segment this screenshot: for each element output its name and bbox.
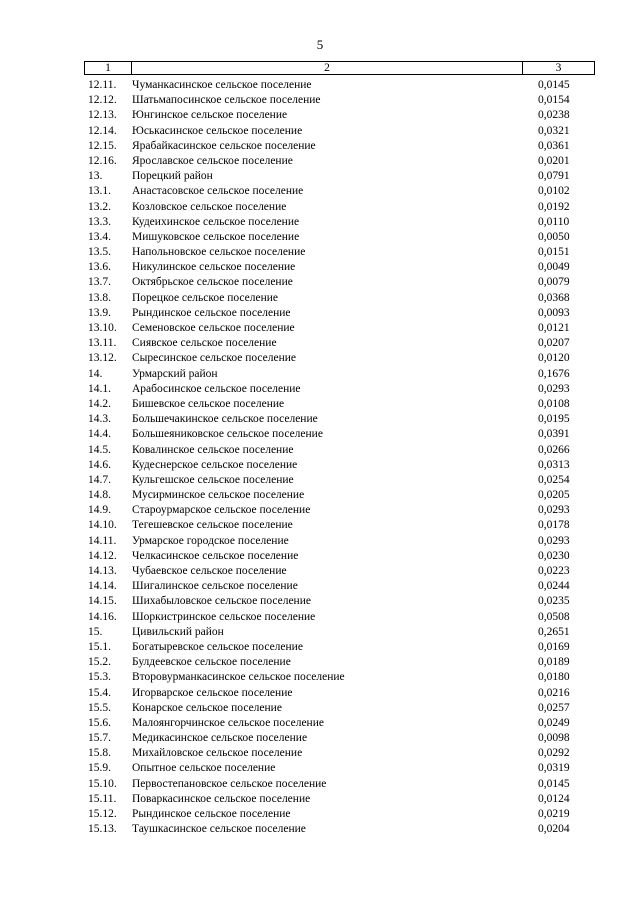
row-number: 14.16. bbox=[88, 610, 117, 623]
row-value: 0,0508 bbox=[538, 610, 570, 623]
row-value: 0,2651 bbox=[538, 625, 570, 638]
row-name: Арабосинское сельское поселение bbox=[132, 382, 301, 395]
row-value: 0,0178 bbox=[538, 519, 570, 532]
row-number: 14. bbox=[88, 367, 103, 380]
table-row bbox=[84, 549, 595, 564]
row-name: Мишуковское сельское поселение bbox=[132, 230, 300, 243]
row-name: Поваркасинское сельское поселение bbox=[132, 792, 311, 805]
row-number: 14.5. bbox=[88, 443, 111, 456]
table-row bbox=[84, 215, 595, 230]
row-number: 15.8. bbox=[88, 747, 111, 760]
row-name: Второвурманкасинское сельское поселение bbox=[132, 671, 345, 684]
row-number: 14.14. bbox=[88, 580, 117, 593]
header-col-1: 1 bbox=[85, 62, 132, 74]
row-name: Кудеснерское сельское поселение bbox=[132, 458, 298, 471]
row-value: 0,0195 bbox=[538, 413, 570, 426]
row-number: 13.2. bbox=[88, 200, 111, 213]
row-number: 14.1. bbox=[88, 382, 111, 395]
table-row bbox=[84, 245, 595, 260]
row-name: Порецкий район bbox=[132, 170, 213, 183]
row-name: Чуманкасинское сельское поселение bbox=[132, 79, 312, 91]
row-value: 0,0368 bbox=[538, 291, 570, 304]
row-number: 12.15. bbox=[88, 139, 117, 152]
table-row bbox=[84, 321, 595, 336]
row-value: 0,0093 bbox=[538, 306, 570, 319]
row-number: 14.15. bbox=[88, 595, 117, 608]
table-row bbox=[84, 761, 595, 776]
row-number: 12.16. bbox=[88, 154, 117, 167]
row-number: 15.12. bbox=[88, 808, 117, 820]
row-name: Булдеевское сельское поселение bbox=[132, 656, 291, 669]
table-row bbox=[84, 93, 595, 108]
row-value: 0,0102 bbox=[538, 185, 570, 198]
row-value: 0,0207 bbox=[538, 337, 570, 350]
row-name: Урмарский район bbox=[132, 367, 218, 380]
row-value: 0,1676 bbox=[538, 367, 570, 380]
row-value: 0,0050 bbox=[538, 230, 570, 243]
row-name: Богатыревское сельское поселение bbox=[132, 640, 303, 653]
row-value: 0,0238 bbox=[538, 109, 570, 122]
row-name: Большеяниковское сельское поселение bbox=[132, 428, 323, 441]
row-value: 0,0216 bbox=[538, 686, 570, 699]
table-row bbox=[84, 139, 595, 154]
row-number: 14.8. bbox=[88, 489, 111, 502]
row-name: Шатьмапосинское сельское поселение bbox=[132, 94, 321, 107]
row-name: Тегешевское сельское поселение bbox=[132, 519, 293, 532]
table-row bbox=[84, 701, 595, 716]
table-row bbox=[84, 124, 595, 139]
page-number: 5 bbox=[316, 37, 324, 52]
table-row bbox=[84, 564, 595, 579]
row-name: Медикасинское сельское поселение bbox=[132, 732, 308, 745]
table-row bbox=[84, 397, 595, 412]
table-row bbox=[84, 473, 595, 488]
table-row bbox=[84, 807, 595, 822]
row-value: 0,0189 bbox=[538, 656, 570, 669]
row-number: 12.12. bbox=[88, 94, 117, 107]
row-value: 0,0391 bbox=[538, 428, 570, 441]
table-row bbox=[84, 367, 595, 382]
row-name: Мусирминское сельское поселение bbox=[132, 489, 305, 502]
table-row bbox=[84, 306, 595, 321]
table-row bbox=[84, 655, 595, 670]
row-name: Первостепановское сельское поселение bbox=[132, 777, 327, 790]
row-name: Анастасовское сельское поселение bbox=[132, 185, 304, 198]
table-row bbox=[84, 108, 595, 123]
row-name: Рындинское сельское поселение bbox=[132, 808, 291, 820]
table-row bbox=[84, 686, 595, 701]
table-row bbox=[84, 230, 595, 245]
table-row bbox=[84, 822, 595, 837]
row-value: 0,0151 bbox=[538, 246, 570, 259]
row-number: 12.11. bbox=[88, 79, 117, 91]
table-row bbox=[84, 200, 595, 215]
row-number: 12.13. bbox=[88, 109, 117, 122]
row-value: 0,0201 bbox=[538, 154, 570, 167]
row-value: 0,0293 bbox=[538, 504, 570, 517]
row-name: Кульгешское сельское поселение bbox=[132, 473, 294, 486]
row-number: 15.1. bbox=[88, 640, 111, 653]
row-number: 13.9. bbox=[88, 306, 111, 319]
row-number: 14.7. bbox=[88, 473, 111, 486]
row-name: Чубаевское сельское поселение bbox=[132, 565, 287, 577]
row-name: Семеновское сельское поселение bbox=[132, 322, 295, 334]
row-name: Староурмарское сельское поселение bbox=[132, 504, 311, 517]
table-row bbox=[84, 518, 595, 533]
row-value: 0,0361 bbox=[538, 139, 570, 152]
row-number: 15. bbox=[88, 625, 103, 638]
table-row bbox=[84, 260, 595, 275]
row-name: Никулинское сельское поселение bbox=[132, 261, 296, 274]
row-name: Шигалинское сельское поселение bbox=[132, 580, 298, 593]
table-header bbox=[84, 61, 595, 75]
table-row bbox=[84, 169, 595, 184]
row-number: 14.10. bbox=[88, 519, 117, 532]
row-number: 14.4. bbox=[88, 428, 111, 441]
table-row bbox=[84, 777, 595, 792]
row-name: Опытное сельское поселение bbox=[132, 762, 276, 775]
table-row bbox=[84, 291, 595, 306]
row-name: Юнгинское сельское поселение bbox=[132, 109, 288, 122]
table-row bbox=[84, 534, 595, 549]
row-number: 14.3. bbox=[88, 413, 111, 426]
row-number: 13.11. bbox=[88, 337, 117, 350]
table-row bbox=[84, 488, 595, 503]
table-row bbox=[84, 427, 595, 442]
row-number: 13.1. bbox=[88, 185, 111, 198]
row-number: 12.14. bbox=[88, 124, 117, 137]
row-value: 0,0266 bbox=[538, 443, 570, 456]
row-number: 13.8. bbox=[88, 291, 111, 304]
row-value: 0,0205 bbox=[538, 489, 570, 502]
row-value: 0,0120 bbox=[538, 352, 570, 365]
row-name: Шихабыловское сельское поселение bbox=[132, 595, 311, 608]
row-value: 0,0249 bbox=[538, 716, 570, 729]
row-number: 15.10. bbox=[88, 777, 117, 790]
row-value: 0,0180 bbox=[538, 671, 570, 684]
row-value: 0,0079 bbox=[538, 276, 570, 289]
row-number: 13.10. bbox=[88, 322, 117, 334]
row-number: 13.3. bbox=[88, 215, 111, 228]
row-name: Челкасинское сельское поселение bbox=[132, 549, 299, 562]
row-value: 0,0321 bbox=[538, 124, 570, 137]
row-value: 0,0244 bbox=[538, 580, 570, 593]
row-value: 0,0230 bbox=[538, 549, 570, 562]
row-number: 14.12. bbox=[88, 549, 117, 562]
row-value: 0,0235 bbox=[538, 595, 570, 608]
row-name: Урмарское городское поселение bbox=[132, 534, 289, 547]
row-name: Рындинское сельское поселение bbox=[132, 306, 291, 319]
header-col-3: 3 bbox=[555, 62, 562, 74]
row-number: 14.6. bbox=[88, 458, 111, 471]
table-row bbox=[84, 670, 595, 685]
row-value: 0,0313 bbox=[538, 458, 570, 471]
row-name: Порецкое сельское поселение bbox=[132, 291, 279, 304]
table-row bbox=[84, 412, 595, 427]
row-value: 0,0254 bbox=[538, 473, 570, 486]
table-row bbox=[84, 640, 595, 655]
row-number: 14.2. bbox=[88, 397, 111, 410]
row-value: 0,0293 bbox=[538, 534, 570, 547]
header-col-2: 2 bbox=[132, 62, 523, 74]
row-number: 14.11. bbox=[88, 534, 117, 547]
row-value: 0,0154 bbox=[538, 94, 570, 107]
row-value: 0,0293 bbox=[538, 382, 570, 395]
row-number: 14.13. bbox=[88, 565, 117, 577]
row-value: 0,0292 bbox=[538, 747, 570, 760]
row-name: Ярославское сельское поселение bbox=[132, 154, 293, 167]
row-value: 0,0204 bbox=[538, 823, 570, 836]
table-row bbox=[84, 503, 595, 518]
row-name: Козловское сельское поселение bbox=[132, 200, 287, 213]
table-row bbox=[84, 336, 595, 351]
row-name: Октябрьское сельское поселение bbox=[132, 276, 293, 289]
row-name: Сыресинское сельское поселение bbox=[132, 352, 297, 365]
row-name: Конарское сельское поселение bbox=[132, 701, 282, 714]
row-value: 0,0223 bbox=[538, 565, 570, 577]
row-value: 0,0791 bbox=[538, 170, 570, 183]
row-name: Ковалинское сельское поселение bbox=[132, 443, 294, 456]
row-number: 13.6. bbox=[88, 261, 111, 274]
row-number: 15.11. bbox=[88, 792, 117, 805]
row-value: 0,0121 bbox=[538, 322, 570, 334]
row-value: 0,0110 bbox=[538, 215, 570, 228]
row-value: 0,0257 bbox=[538, 701, 570, 714]
row-number: 15.6. bbox=[88, 716, 111, 729]
row-name: Юськасинское сельское поселение bbox=[132, 124, 303, 137]
table-row bbox=[84, 382, 595, 397]
row-number: 13.4. bbox=[88, 230, 111, 243]
row-name: Кудеихинское сельское поселение bbox=[132, 215, 300, 228]
table-row bbox=[84, 792, 595, 807]
table-row bbox=[84, 458, 595, 473]
row-name: Бишевское сельское поселение bbox=[132, 397, 285, 410]
row-number: 13.12. bbox=[88, 352, 117, 365]
row-name: Шоркистринское сельское поселение bbox=[132, 610, 316, 623]
row-name: Сиявское сельское поселение bbox=[132, 337, 277, 350]
table-row bbox=[84, 78, 595, 93]
table-row bbox=[84, 731, 595, 746]
row-name: Напольновское сельское поселение bbox=[132, 246, 306, 259]
row-number: 15.4. bbox=[88, 686, 111, 699]
row-number: 15.7. bbox=[88, 732, 111, 745]
row-value: 0,0049 bbox=[538, 261, 570, 274]
row-name: Таушкасинское сельское поселение bbox=[132, 823, 306, 836]
row-number: 15.9. bbox=[88, 762, 111, 775]
table-row bbox=[84, 184, 595, 199]
row-number: 15.5. bbox=[88, 701, 111, 714]
table-row bbox=[84, 594, 595, 609]
row-name: Большечакинское сельское поселение bbox=[132, 413, 318, 426]
row-name: Ярабайкасинское сельское поселение bbox=[132, 139, 316, 152]
row-name: Михайловское сельское поселение bbox=[132, 747, 303, 760]
row-number: 13.7. bbox=[88, 276, 111, 289]
row-number: 14.9. bbox=[88, 504, 111, 517]
row-name: Малоянгорчинское сельское поселение bbox=[132, 716, 324, 729]
table-row bbox=[84, 443, 595, 458]
row-value: 0,0319 bbox=[538, 762, 570, 775]
table-body bbox=[84, 78, 595, 837]
row-value: 0,0098 bbox=[538, 732, 570, 745]
table-row bbox=[84, 610, 595, 625]
row-value: 0,0219 bbox=[538, 808, 570, 820]
table-row bbox=[84, 579, 595, 594]
table-row bbox=[84, 746, 595, 761]
row-number: 15.3. bbox=[88, 671, 111, 684]
table-row bbox=[84, 275, 595, 290]
row-number: 13.5. bbox=[88, 246, 111, 259]
row-name: Цивильский район bbox=[132, 625, 224, 638]
row-value: 0,0108 bbox=[538, 397, 570, 410]
row-value: 0,0192 bbox=[538, 200, 570, 213]
table-row bbox=[84, 716, 595, 731]
row-value: 0,0145 bbox=[538, 777, 570, 790]
row-number: 13. bbox=[88, 170, 103, 183]
table-row bbox=[84, 625, 595, 640]
row-number: 15.13. bbox=[88, 823, 117, 836]
table-row bbox=[84, 154, 595, 169]
row-value: 0,0124 bbox=[538, 792, 570, 805]
table-row bbox=[84, 351, 595, 366]
row-number: 15.2. bbox=[88, 656, 111, 669]
row-value: 0,0145 bbox=[538, 79, 570, 91]
row-value: 0,0169 bbox=[538, 640, 570, 653]
row-name: Игорварское сельское поселение bbox=[132, 686, 293, 699]
